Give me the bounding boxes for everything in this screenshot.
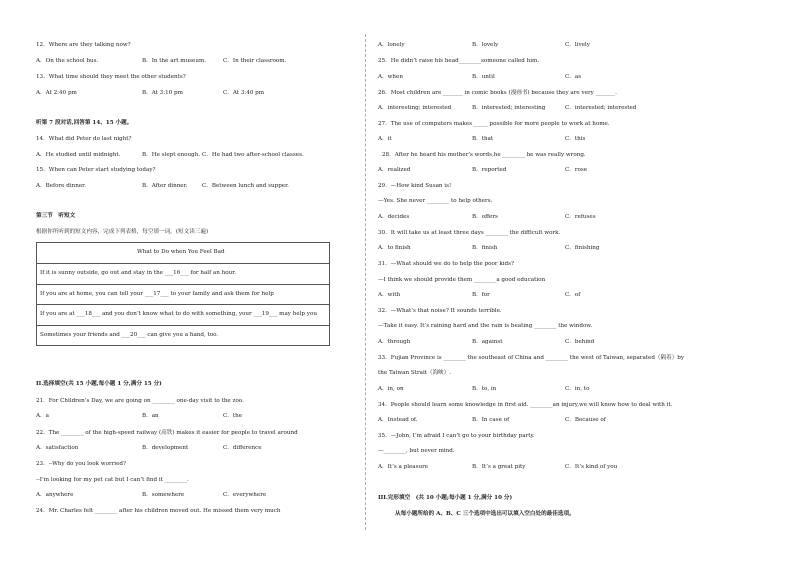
part3-title: 第三节 听短文 — [36, 213, 76, 219]
q26-option-b: B．interested; interesting — [472, 105, 546, 111]
q29-stem: 29．—How kind Susan is! — [378, 183, 452, 189]
q13-option-c: C．At 3:40 pm — [223, 90, 265, 96]
q34-stem: 34．People should learn some knowledge in first aid. ________an injury,we will know how to deal with it. — [378, 402, 673, 408]
q15-option-b: B．After dinner. — [142, 183, 188, 189]
q28-option-a: A．realized — [378, 167, 411, 173]
q33-option-a: A．in, on — [378, 386, 404, 392]
q23-stem: 23．--Why do you look worried? — [36, 461, 126, 467]
part3-cloze-title: III.完形填空 (共 10 小题;每小题 1 分,满分 10 分) — [378, 495, 513, 501]
q14-option-c: C．He had two after-school classes. — [202, 152, 304, 158]
q14-option-a: A．He studied until midnight. — [36, 152, 121, 158]
q14-option-b: B．He slept enough. — [142, 152, 201, 158]
table-row-text: Sometimes your friends and ___20___ can give you a hand, too. — [40, 332, 219, 338]
q13-option-b: B．At 3:10 pm — [142, 90, 183, 96]
table-title: What to Do when You Feel Bad — [137, 249, 225, 255]
q31-option-a: A．with — [378, 292, 401, 298]
q34-option-b: B．In case of — [472, 417, 510, 423]
table-row — [37, 304, 329, 326]
q35-stem: 35．—John, I’m afraid I can’t go to your birthday party. — [378, 433, 535, 439]
q32-option-a: A．through — [378, 339, 411, 345]
q15-stem: 15．When can Peter start studying today? — [36, 167, 156, 173]
q33-line2: the Taiwan Strait（海峡）. — [378, 370, 452, 376]
table-row — [37, 263, 329, 285]
q24-option-a: A．lonely — [378, 42, 405, 48]
q15-option-a: A．Before dinner. — [36, 183, 86, 189]
q12-option-c: C．In their classroom. — [223, 58, 287, 64]
q27-stem: 27．The use of computers makes _____ possible for more people to work at home. — [378, 121, 610, 127]
q31-option-c: C．of — [565, 292, 581, 298]
q32-stem: 32．—What’s that noise? It sounds terrible. — [378, 308, 502, 314]
q12-option-a: A．On the school bus. — [36, 58, 99, 64]
q21-option-b: B．an — [142, 413, 159, 419]
table-row — [37, 325, 329, 346]
q22-option-c: C．difference — [223, 445, 262, 451]
q33-option-c: C．in, to — [565, 386, 590, 392]
q28-stem: 28．After he heard his mother’s words,he ________ he was really wrong. — [382, 152, 586, 158]
q31-stem: 31．—What should we do to help the poor kids? — [378, 261, 515, 267]
part2-title: II.选择填空(共 15 小题,每小题 1 分,满分 15 分) — [36, 381, 162, 387]
q32-option-c: C．behind — [565, 339, 595, 345]
q23-option-c: C．everywhere — [223, 492, 267, 498]
q13-option-a: A．At 2:40 pm — [36, 90, 77, 96]
q30-option-c: C．finishing — [565, 245, 600, 251]
table-row — [37, 284, 329, 305]
q25-option-c: C．as — [565, 74, 582, 80]
q24-stem: 24．Mr. Charles felt ________ after his children moved out. He missed them very much — [36, 508, 281, 514]
q15-option-c: C．Between lunch and supper. — [202, 183, 289, 189]
table-row-text: If you are at ___18___ and you don’t know what to do with something, your ___19___ may help you — [40, 311, 317, 317]
q21-option-c: C．the — [223, 413, 243, 419]
q34-option-c: C．Because of — [565, 417, 606, 423]
q25-option-b: B．until — [472, 74, 495, 80]
q25-option-a: A．when — [378, 74, 403, 80]
q30-stem: 30．It will take us at least three days ________ the difficult work. — [378, 230, 561, 236]
q21-stem: 21．For Children’s Day, we are going on ________ one-day visit to the zoo. — [36, 398, 244, 404]
q34-option-a: A．Instead of. — [378, 417, 418, 423]
q32-option-b: B．against — [472, 339, 503, 345]
q29-option-b: B．offers — [472, 214, 498, 220]
q23-line2: --I’m looking for my pet cat but I can’t find it ________. — [36, 477, 189, 483]
q27-option-c: C．this — [565, 136, 586, 142]
q21-option-a: A．a — [36, 413, 49, 419]
q12-option-b: B．In the art museum. — [142, 58, 207, 64]
q32-line2: —Take it easy. It’s raining hard and the rain is beating ________ the window. — [378, 323, 593, 329]
q13-stem: 13．What time should they meet the other students? — [36, 74, 186, 80]
q29-option-c: C．refuses — [565, 214, 596, 220]
q27-option-a: A．it — [378, 136, 392, 142]
q33-stem: 33．Fujian Province is ________ the southeast of China and ________ the west of Taiwan, separated（隔着）by — [378, 355, 685, 361]
table-title-row — [37, 243, 329, 263]
column-divider — [365, 34, 366, 530]
q22-stem: 22．The ________ of the high-speed railway (高铁) makes it easier for people to travel around — [36, 430, 298, 436]
q25-stem: 25．He didn’t raise his head________someone called him. — [378, 58, 540, 64]
q14-stem: 14．What did Peter do last night? — [36, 136, 132, 142]
q23-option-a: A．anywhere — [36, 492, 74, 498]
q28-option-b: B．reported — [472, 167, 507, 173]
q30-option-a: A．to finish — [378, 245, 411, 251]
q12-stem: 12．Where are they talking now? — [36, 42, 131, 48]
listening-table — [36, 242, 330, 346]
q22-option-b: B．development — [142, 445, 189, 451]
q23-option-b: B．somewhere — [142, 492, 185, 498]
q22-option-a: A．satisfaction — [36, 445, 79, 451]
q29-option-a: A．decides — [378, 214, 410, 220]
table-row-text: If you are at home, you can tell your ___17___ to your family and ask them for help — [40, 291, 274, 297]
section7-heading: 听第 7 段对话,回答第 14、15 小题。 — [36, 120, 133, 126]
q35-option-c: C．It’s kind of you — [565, 464, 618, 470]
part3-instructions: 根据你所听到的短文内容，完成下列表格，每空填一词。(短文读三遍) — [36, 229, 209, 235]
q31-line2: —I think we should provide them ________a good education — [378, 277, 546, 283]
q35-line2: —________, but never mind. — [378, 448, 455, 454]
q24-option-c: C．lively — [565, 42, 590, 48]
q26-stem: 26．Most children are _______ in comic books (漫画书) because they are very _______. — [378, 90, 617, 96]
q27-option-b: B．that — [472, 136, 494, 142]
q33-option-b: B．to, in — [472, 386, 497, 392]
table-row-text: If it is sunny outside, go out and stay in the ___16___ for half an hour. — [40, 270, 237, 276]
q28-option-c: C．rose — [565, 167, 588, 173]
part3-cloze-instructions: 从每小题所给的 A、B、C 三个选项中选出可以填入空白处的最佳选项。 — [395, 511, 575, 517]
q30-option-b: B．finish — [472, 245, 498, 251]
q26-option-a: A．interesting; interested — [378, 105, 452, 111]
q24-option-b: B．lovely — [472, 42, 499, 48]
q35-option-b: B．It’s a great pity — [472, 464, 526, 470]
q29-line2: —Yes. She never ________ to help others. — [378, 198, 493, 204]
q35-option-a: A．It’s a pleasure — [378, 464, 429, 470]
q31-option-b: B．for — [472, 292, 490, 298]
q26-option-c: C．interested; interested — [565, 105, 637, 111]
